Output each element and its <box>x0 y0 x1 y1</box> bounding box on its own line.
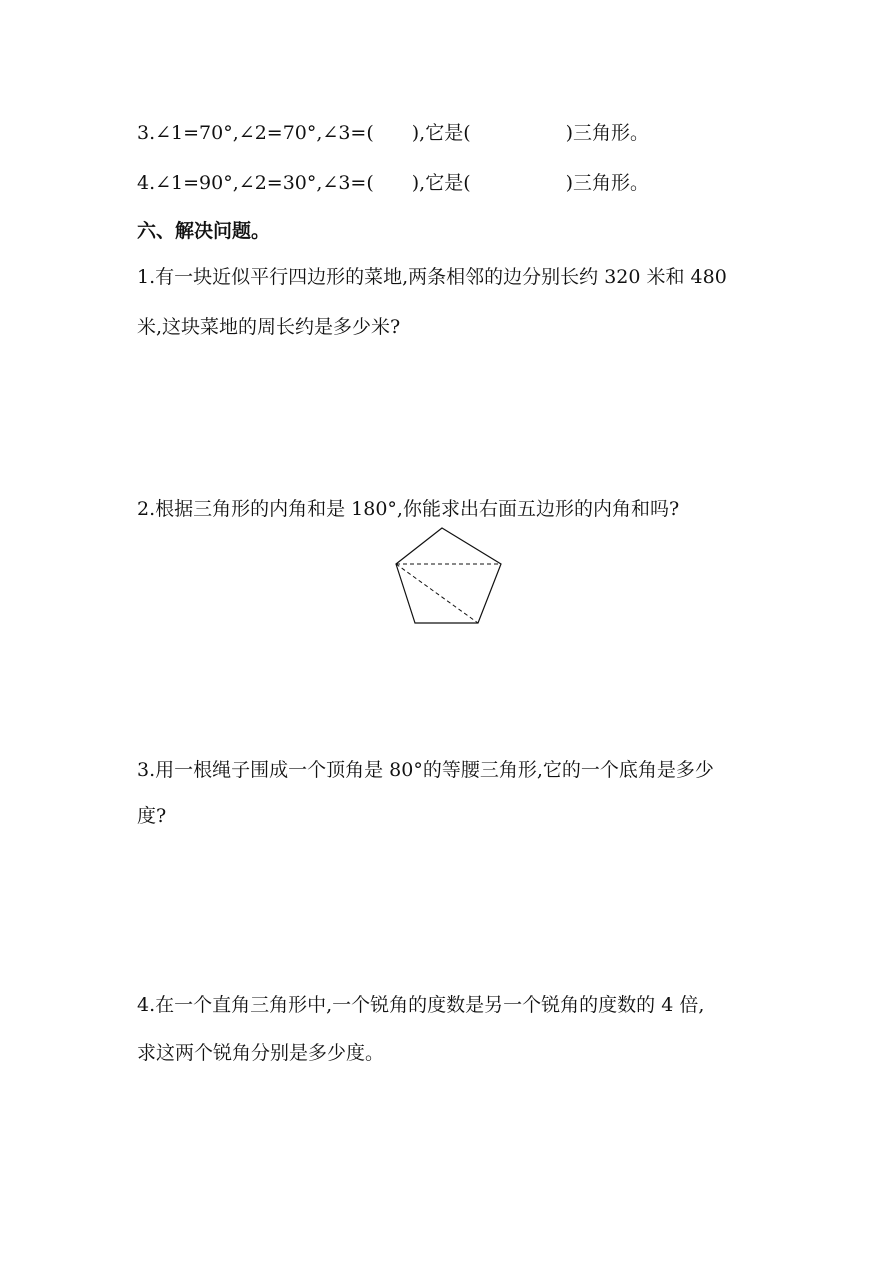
question-2-line-1: 2.根据三角形的内角和是 180°,你能求出右面五边形的内角和吗? <box>137 498 680 520</box>
fill-in-item-3: 3.∠1=70°,∠2=70°,∠3=( ),它是( )三角形。 <box>137 122 650 144</box>
pentagon-figure <box>394 526 504 628</box>
diagonal-line-2 <box>396 564 478 623</box>
question-4-line-2: 求这两个锐角分别是多少度。 <box>137 1042 385 1064</box>
question-4-line-1: 4.在一个直角三角形中,一个锐角的度数是另一个锐角的度数的 4 倍, <box>137 994 705 1016</box>
question-1-line-1: 1.有一块近似平行四边形的菜地,两条相邻的边分别长约 320 米和 480 <box>137 266 727 288</box>
section-heading: 六、解决问题。 <box>137 220 271 242</box>
question-1-line-2: 米,这块菜地的周长约是多少米? <box>137 316 401 338</box>
pentagon-outline <box>396 528 501 623</box>
fill-in-item-4: 4.∠1=90°,∠2=30°,∠3=( ),它是( )三角形。 <box>137 172 650 194</box>
question-3-line-1: 3.用一根绳子围成一个顶角是 80°的等腰三角形,它的一个底角是多少 <box>137 759 714 781</box>
question-3-line-2: 度? <box>137 805 167 827</box>
